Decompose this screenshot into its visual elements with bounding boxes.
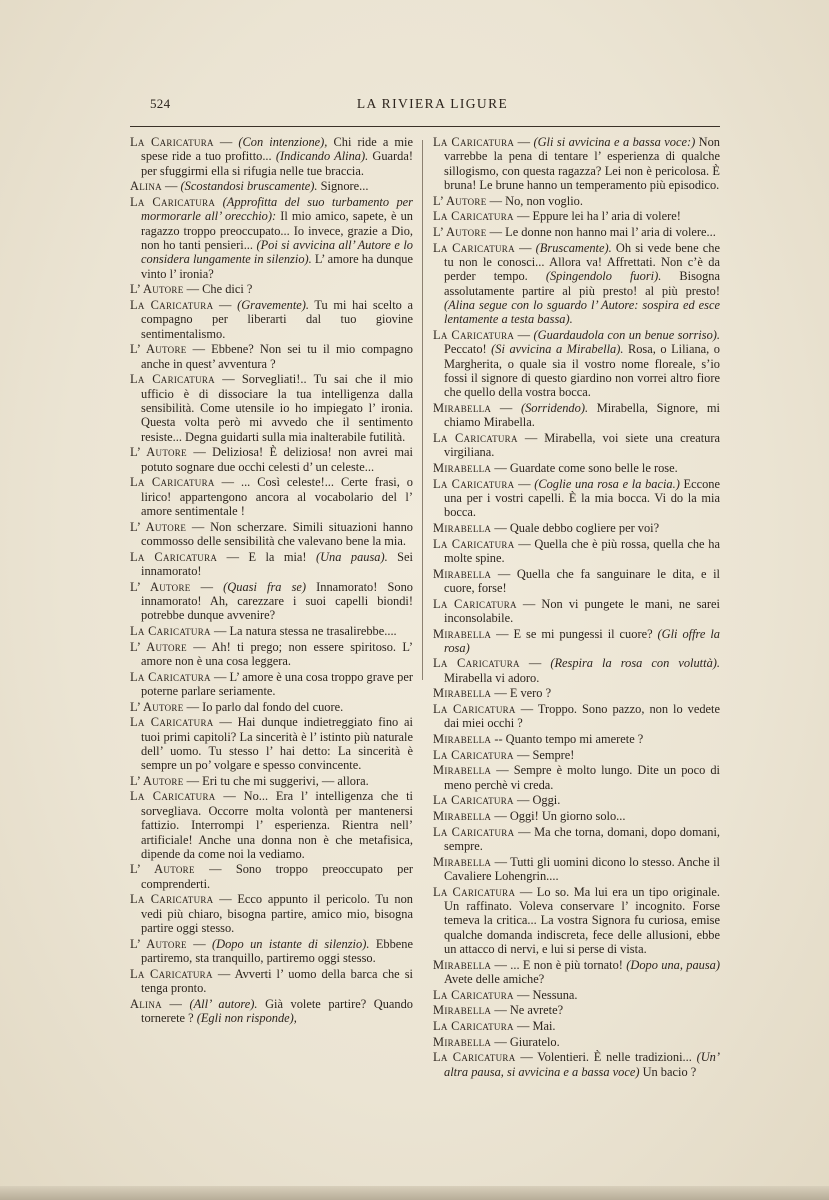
dialogue-line <box>130 700 413 714</box>
speaker-name: L’ Autore <box>130 773 184 788</box>
dialogue-line <box>130 715 413 772</box>
dialogue-text: Deliziosa! È deliziosa! non avrei mai potuto sognare due occhi celesti d’ un celeste... <box>141 445 413 474</box>
dash: — <box>491 626 514 641</box>
dash: — <box>491 763 514 778</box>
dash: — <box>515 702 538 717</box>
dialogue-line <box>130 195 413 281</box>
dash: — <box>161 996 190 1011</box>
dash: — <box>215 789 244 804</box>
dialogue-text: Oggi. <box>532 793 561 808</box>
dialogue-line <box>130 372 413 444</box>
speaker-name: La Caricatura <box>130 669 211 684</box>
dialogue-text: Un bacio ? <box>639 1064 697 1079</box>
speaker-name: La Caricatura <box>433 596 517 611</box>
speaker-name: Mirabella <box>433 686 492 701</box>
dash: — <box>514 824 535 839</box>
stage-direction: (Egli non risponde), <box>196 1011 297 1026</box>
dialogue-text: Tu mi hai scelto a compagno per liberarti dal tuo giovine sentimentalismo. <box>141 297 413 341</box>
dialogue-text: Sorvegliati!.. Tu sai che il mio ufficio è di dissociare la tua intelligenza dalla sensibilità. Come utensile io ho impiegato l’ ironia. Questa volta però mi avvedo che il sentimento resiste... Degna guidarti sulla mia inalterabile futilità. <box>141 372 413 444</box>
stage-direction: (Con intenzione), <box>238 135 328 149</box>
dialogue-text: Mai. <box>532 1018 556 1033</box>
speaker-name: Mirabella <box>433 809 492 823</box>
dialogue-text: Quanto tempo mi amerete ? <box>505 732 644 747</box>
dash: — <box>491 566 517 581</box>
speaker-name: La Caricatura <box>433 884 516 899</box>
dialogue-text: Il mio amico, sapete, è un ragazzo troppo preoccupato... Io invece, grazie a Dio, non ho tanti pensieri... <box>141 209 413 252</box>
dash: — <box>514 327 534 342</box>
dialogue-text: Già volete partire? Quando tornerete ? <box>141 996 413 1026</box>
dialogue-line <box>433 328 720 400</box>
page-edge <box>0 1186 829 1200</box>
dialogue-text: E la mia! <box>248 549 316 564</box>
dialogue-text: Hai dunque indietreggiato fino ai tuoi primi capitoli? La sincerità è l’ istinto più naturale dell’ uomo. Tu stesso l’ hai detto: La sincerità è sempre un po’ volgare e spesso convincente. <box>141 715 413 773</box>
dialogue-line <box>433 431 720 460</box>
dialogue-line <box>433 958 720 987</box>
stage-direction: (Guardaudola con un benue sorriso). <box>533 327 720 342</box>
speaker-name: L’ Autore <box>130 342 187 357</box>
dash: — <box>186 342 212 357</box>
dash: — <box>491 400 521 415</box>
dash: — <box>517 430 545 445</box>
dialogue-text: Mirabella vi adoro. <box>444 670 540 685</box>
dash: — <box>212 966 235 981</box>
dialogue-text: Sempre! <box>532 747 575 762</box>
running-title: LA RIVIERA LIGURE <box>356 96 509 111</box>
speaker-name: Mirabella <box>433 626 492 641</box>
speaker-name: La Caricatura <box>130 194 216 209</box>
stage-direction: (All’ autore). <box>189 996 258 1011</box>
dialogue-line <box>130 520 413 549</box>
stage-direction: (Coglie una rosa e la bacia.) <box>534 476 680 491</box>
dialogue-text: Eri tu che mi suggerivi, — allora. <box>202 773 369 788</box>
speaker-name: Alina <box>130 179 162 194</box>
dialogue-line <box>433 194 720 208</box>
stage-direction: (Scostandosi bruscamente). <box>180 179 318 194</box>
dash: — <box>186 445 213 460</box>
dialogue-line <box>433 477 720 520</box>
dialogue-line <box>433 1003 720 1017</box>
dialogue-line <box>433 209 720 223</box>
speaker-name: La Caricatura <box>433 430 518 445</box>
dash: — <box>513 209 533 224</box>
dialogue-line <box>130 640 413 669</box>
speaker-name: Mirabella <box>433 1034 492 1049</box>
dialogue-line <box>433 988 720 1002</box>
dash: — <box>514 135 534 149</box>
page-number: 524 <box>150 96 171 111</box>
dialogue-text: Peccato! <box>444 342 492 357</box>
dash: — <box>217 549 249 564</box>
dash <box>215 195 222 209</box>
dialogue-line <box>433 1050 720 1079</box>
dialogue-line <box>130 937 413 966</box>
dash: — <box>214 475 241 490</box>
dialogue-line <box>130 580 413 623</box>
dash: — <box>513 793 533 808</box>
stage-direction: (Alina segue con lo sguardo l’ Autore: sospira ed esce lentamente a testa bassa). <box>444 297 720 327</box>
dash: — <box>183 699 203 714</box>
dash: — <box>213 135 239 149</box>
dash: — <box>210 669 230 684</box>
dialogue-text: Che dici ? <box>202 282 253 297</box>
speaker-name: Mirabella <box>433 763 492 778</box>
dash: — <box>186 639 212 654</box>
speaker-name: La Caricatura <box>433 656 520 671</box>
dialogue-text: E vero ? <box>509 686 552 701</box>
dash: — <box>491 1034 510 1049</box>
speaker-name: La Caricatura <box>130 966 213 981</box>
stage-direction: (Una pausa). <box>315 549 388 564</box>
stage-direction: (Gli offre la rosa) <box>444 626 720 655</box>
dialogue-text: Non vi pungete le mani, ne sarei inconsolabile. <box>444 596 720 625</box>
dialogue-line <box>433 461 720 475</box>
dash: — <box>491 520 510 535</box>
stage-direction: (Un’ altra pausa, si avvicina e a bassa voce) <box>444 1050 720 1079</box>
speaker-name: Mirabella <box>433 1003 492 1018</box>
dialogue-line <box>130 789 413 861</box>
dialogue-text: Sono troppo preoccupato per comprenderti. <box>141 862 413 891</box>
dialogue-text: L’ amore è una cosa troppo grave per poterne parlare seriamente. <box>141 669 413 698</box>
dialogue-line <box>433 1019 720 1033</box>
dialogue-text: Guardate come sono belle le rose. <box>509 460 678 475</box>
dash: — <box>516 596 542 611</box>
dialogue-line <box>433 567 720 596</box>
dialogue-line <box>433 686 720 700</box>
dialogue-line <box>433 855 720 884</box>
dialogue-text: Ma che torna, domani, dopo domani, sempre. <box>444 824 720 853</box>
dialogue-text: Ebbene? Non sei tu il mio compagno anche in quest’ avventura ? <box>141 342 413 371</box>
dialogue-line <box>433 885 720 957</box>
dash: — <box>491 1003 510 1018</box>
dialogue-text: Le donne non hanno mai l’ aria di volere... <box>505 224 716 239</box>
dash: — <box>213 892 238 907</box>
stage-direction: (Gravemente). <box>237 297 309 312</box>
dash: — <box>514 476 535 491</box>
dash: — <box>183 773 203 788</box>
dialogue-line <box>433 809 720 823</box>
dash: — <box>183 282 203 297</box>
speaker-name: L’ Autore <box>130 699 184 714</box>
dialogue-line <box>130 135 413 178</box>
speaker-name: La Caricatura <box>433 240 515 255</box>
dialogue-text: Rosa, o Liliana, o Margherita, o quale sia il vostro nome floreale, s’io fossi il signore di questo giardino non vorrei altro fiore che quello della vostra bocca. <box>444 342 720 400</box>
dialogue-text: Ebbene partiremo, sta tranquillo, partiremo oggi stesso. <box>141 936 413 966</box>
dialogue-line <box>433 825 720 854</box>
dialogue-line <box>433 763 720 792</box>
stage-direction: (Bruscamente). <box>535 240 612 255</box>
speaker-name: L’ Autore <box>130 639 187 654</box>
dialogue-text: Tutti gli uomini dicono lo stesso. Anche il Cavaliere Lohengrin.... <box>444 854 720 883</box>
dialogue-text: Lo so. Ma lui era un tipo originale. Un raffinato. Voleva conservare l’ incognito. Forse temeva la critica... La vostra Signora fu curiosa, emise qualche domanda indiscreta, fece delle allusioni, ebbe un attacco di nervi, e lui si perse di vista. <box>444 884 720 956</box>
dialogue-text: Quella che è più rossa, quella che ha molte spine. <box>444 536 720 565</box>
speaker-name: La Caricatura <box>433 824 515 839</box>
dialogue-line <box>433 627 720 656</box>
dialogue-text: Ah! ti prego; non essere spiritoso. L’ amore non è una cosa leggera. <box>141 639 413 668</box>
dialogue-line <box>130 550 413 579</box>
speaker-name: La Caricatura <box>433 793 514 808</box>
dialogue-line <box>433 793 720 807</box>
dash: — <box>194 862 236 877</box>
dialogue-line <box>130 445 413 474</box>
dash: — <box>513 987 533 1002</box>
dialogue-line <box>433 656 720 685</box>
left-column <box>130 135 413 1027</box>
dialogue-line <box>130 892 413 935</box>
dialogue-text: Sempre è molto lungo. Dite un poco di meno perchè vi creda. <box>444 763 720 792</box>
dash: — <box>161 179 181 194</box>
speaker-name: La Caricatura <box>433 209 514 224</box>
dialogue-line <box>433 241 720 327</box>
dialogue-text: ... E non è più tornato! <box>510 957 627 972</box>
speaker-name: La Caricatura <box>130 297 214 312</box>
stage-direction: (Approfitta del suo turbamento per mormorarle all’ orecchio): <box>141 194 414 224</box>
dialogue-text: Oggi! Un giorno solo... <box>509 809 626 823</box>
speaker-name: La Caricatura <box>433 1018 514 1033</box>
dialogue-text: Eppure lei ha l’ aria di volere! <box>532 209 681 224</box>
stage-direction: (Poi si avvicina all’ Autore e lo considera lungamente in silenzio). <box>141 238 413 267</box>
dialogue-text: Giuratelo. <box>509 1034 560 1049</box>
speaker-name: Mirabella <box>433 957 492 972</box>
dialogue-line <box>130 774 413 788</box>
dialogue-text: Nessuna. <box>532 987 578 1002</box>
dash: — <box>515 884 537 899</box>
dialogue-line <box>130 670 413 699</box>
dialogue-line <box>433 1035 720 1049</box>
dialogue-line <box>130 298 413 341</box>
stage-direction: (Spingendolo fuori). <box>545 269 662 284</box>
dialogue-text: Innamorato! Sono innamorato! Ah, carezzare i suoi capelli biondi! potrebbe dunque avvenire? <box>141 579 413 623</box>
dash: — <box>491 460 510 475</box>
dialogue-line <box>433 521 720 535</box>
dialogue-text: ... Così celeste!... Certe frasi, o lirico! appartengono ancora al vocabolario del l’ amore sentimentale ! <box>141 475 413 518</box>
stage-direction: (Respira la rosa con voluttà). <box>550 656 720 671</box>
dash: — <box>213 715 238 730</box>
column-divider <box>422 140 423 680</box>
dialogue-text: Eccone una per i vostri capelli. È la mia bocca. Vi do la mia bocca. <box>444 476 720 520</box>
speaker-name: La Caricatura <box>130 475 215 490</box>
speaker-name: La Caricatura <box>130 892 214 907</box>
dialogue-text: Bisogna assolutamente partire al più presto! al più presto! <box>444 269 720 298</box>
dialogue-line <box>433 702 720 731</box>
dash: — <box>514 536 535 551</box>
dash: — <box>513 747 533 762</box>
dialogue-text: Ne avrete? <box>509 1003 564 1018</box>
header-rule <box>130 126 720 127</box>
dialogue-text: Chi ride a mie spese ride a tuo profitto... <box>141 135 413 164</box>
dash: -- <box>491 732 506 747</box>
dash: — <box>214 372 242 387</box>
stage-direction: (Quasi fra se) <box>223 579 307 594</box>
dialogue-text: L’ amore ha dunque vinto l’ ironia? <box>141 252 413 281</box>
dash: — <box>519 656 551 671</box>
dialogue-line <box>130 282 413 296</box>
speaker-name: L’ Autore <box>130 936 187 951</box>
dash: — <box>210 623 230 638</box>
speaker-name: L’ Autore <box>130 579 191 594</box>
dialogue-text: Quella che fa sanguinare le dita, e il cuore, forse! <box>444 566 720 595</box>
dialogue-line <box>433 597 720 626</box>
dialogue-line <box>433 401 720 430</box>
speaker-name: La Caricatura <box>130 623 211 638</box>
speaker-name: La Caricatura <box>433 747 514 762</box>
dialogue-text: Io parlo dal fondo del cuore. <box>202 699 344 714</box>
stage-direction: (Sorridendo). <box>520 400 589 415</box>
speaker-name: La Caricatura <box>130 549 218 564</box>
dash: — <box>515 1050 538 1065</box>
speaker-name: La Caricatura <box>130 789 216 804</box>
dash: — <box>486 224 506 239</box>
speaker-name: L’ Autore <box>433 224 487 239</box>
dialogue-text: Avverti l’ uomo della barca che si tenga pronto. <box>141 966 413 996</box>
speaker-name: Alina <box>130 996 162 1011</box>
speaker-name: La Caricatura <box>433 536 515 551</box>
stage-direction: (Indicando Alina). <box>275 149 369 164</box>
dash: — <box>491 809 510 823</box>
speaker-name: La Caricatura <box>433 476 515 491</box>
dialogue-line <box>433 225 720 239</box>
speaker-name: L’ Autore <box>130 282 184 297</box>
speaker-name: Mirabella <box>433 520 492 535</box>
dialogue-text: Volentieri. È nelle tradizioni... <box>537 1050 697 1065</box>
stage-direction: (Si avvicina a Mirabella). <box>491 342 624 357</box>
dialogue-text: La natura stessa ne trasalirebbe.... <box>229 623 397 638</box>
speaker-name: La Caricatura <box>433 1050 516 1065</box>
speaker-name: L’ Autore <box>130 445 187 460</box>
dialogue-line <box>433 537 720 566</box>
right-column <box>433 135 720 1080</box>
speaker-name: La Caricatura <box>433 987 514 1002</box>
dialogue-text: Avete delle amiche? <box>444 971 545 986</box>
speaker-name: Mirabella <box>433 460 492 475</box>
dialogue-text: Troppo. Sono pazzo, non lo vedete dai miei occhi ? <box>444 702 720 731</box>
dialogue-line <box>433 135 720 192</box>
dialogue-text: E se mi pungessi il cuore? <box>513 626 658 641</box>
dialogue-text: Mirabella, voi siete una creatura virgiliana. <box>444 430 720 460</box>
dash: — <box>514 240 536 255</box>
speaker-name: La Caricatura <box>433 327 515 342</box>
dialogue-text: Sei innamorato! <box>141 549 413 578</box>
speaker-name: Mirabella <box>433 732 492 747</box>
dialogue-line <box>130 862 413 891</box>
speaker-name: La Caricatura <box>433 702 516 717</box>
dash: — <box>213 297 238 312</box>
dialogue-text: No, non voglio. <box>505 193 583 208</box>
dialogue-line <box>130 624 413 638</box>
dialogue-line <box>433 732 720 746</box>
dash: — <box>491 957 511 972</box>
dash: — <box>186 936 213 951</box>
dialogue-text: Ecco appunto il pericolo. Tu non vedi più chiaro, bisogna partire, amico mio, bisogna partire oggi stesso. <box>141 892 413 936</box>
dialogue-line <box>130 475 413 518</box>
dash: — <box>486 193 506 208</box>
dialogue-line <box>433 748 720 762</box>
dash: — <box>513 1018 533 1033</box>
dialogue-line <box>130 342 413 371</box>
dash: — <box>491 686 510 701</box>
speaker-name: La Caricatura <box>130 715 214 730</box>
speaker-name: Mirabella <box>433 566 492 581</box>
dash: — <box>190 579 224 594</box>
dialogue-text: No... Era l’ intelligenza che ti sorvegliava. Occorre molta volontà per mantenersi fattizio. Interrompi l’ esperienza. Rientra nell’ artificiale! Anche una donna non è che metafisica, dipende da come noi la vediamo. <box>141 789 413 861</box>
dialogue-text: Quale debbo cogliere per voi? <box>509 520 660 535</box>
dialogue-text: Non varrebbe la pena di tentare l’ esperienza di qualche sillogismo, con questa ragazza? Lei non è pericolosa. È bruna! Le brune hanno un temperamento più episodico. <box>444 135 720 193</box>
dialogue-text: Guarda! per sfuggirmi ella si rifugia nelle tue braccia. <box>141 149 413 178</box>
dialogue-text: Non scherzare. Simili situazioni hanno commosso delle sensibilità che valevano bene la mia. <box>141 519 413 548</box>
speaker-name: La Caricatura <box>130 135 214 149</box>
speaker-name: La Caricatura <box>130 372 215 387</box>
stage-direction: (Gli si avvicina e a bassa voce:) <box>533 135 696 149</box>
speaker-name: L’ Autore <box>130 519 187 534</box>
dialogue-text: Mirabella, Signore, mi chiamo Mirabella. <box>444 400 721 430</box>
dialogue-line <box>130 967 413 996</box>
speaker-name: Mirabella <box>433 854 492 869</box>
dialogue-line <box>130 179 413 193</box>
speaker-name: L’ Autore <box>130 862 195 877</box>
dash: — <box>491 854 511 869</box>
running-header <box>150 96 715 116</box>
dash: — <box>186 519 211 534</box>
stage-direction: (Dopo una, pausa) <box>626 957 720 972</box>
dialogue-text: Oh si vede bene che tu non le conosci... Allora va! Affrettati. Non c’è da perder tempo. <box>444 240 720 284</box>
speaker-name: L’ Autore <box>433 193 487 208</box>
dialogue-text: Signore... <box>317 179 369 194</box>
dialogue-line <box>130 997 413 1026</box>
speaker-name: La Caricatura <box>433 135 515 149</box>
speaker-name: Mirabella <box>433 400 492 415</box>
stage-direction: (Dopo un istante di silenzio). <box>212 936 370 951</box>
